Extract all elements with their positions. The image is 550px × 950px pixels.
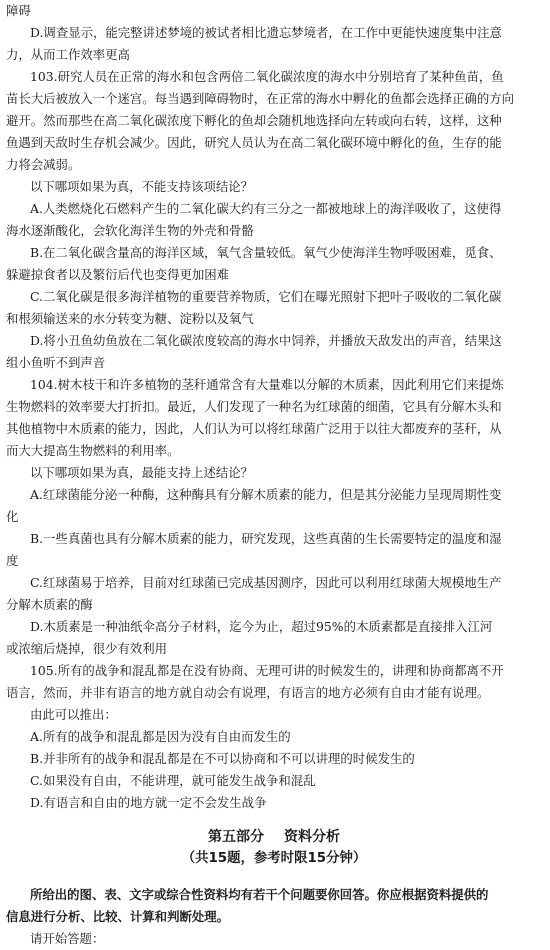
text-line: 避开。然而那些在高二氧化碳浓度下孵化的鱼却会随机地选择向左转或向右转，这样，这种	[6, 113, 502, 128]
text-line: 度	[6, 553, 19, 568]
text-line: 化	[6, 509, 19, 524]
text-line: 信息进行分析、比较、计算和判断处理。	[6, 909, 230, 924]
option-d: D.将小丑鱼幼鱼放在二氧化碳浓度较高的海水中饲养，并播放天敌发出的声音，结果这	[30, 333, 502, 348]
text-line: 力将会减弱。	[6, 157, 81, 172]
section-subtitle: （共15题，参考时限15分钟）	[181, 851, 367, 866]
section-title	[6, 826, 542, 848]
option-a: A.红球菌能分泌一种酶，这种酶具有分解木质素的能力，但是其分泌能力呈现周期性变	[30, 487, 502, 502]
question-105-stem: 105.所有的战争和混乱都是在没有协商、无理可讲的时候发生的，讲理和协商都离不开	[30, 663, 504, 678]
option-a: A.所有的战争和混乱都是因为没有自由而发生的	[30, 729, 291, 744]
text-line: 而大大提高生物燃料的利用率。	[6, 443, 180, 458]
text-line: 躲避掠食者以及繁衍后代也变得更加困难	[6, 267, 230, 282]
option-d: D.木质素是一种油纸伞高分子材料，迄今为止，超过95%的木质素都是直接排入江河	[30, 619, 493, 634]
option-c: C.红球菌易于培养，目前对红球菌已完成基因测序，因此可以利用红球菌大规模地生产	[30, 575, 502, 590]
question-105-prompt: 由此可以推出：	[30, 707, 117, 722]
section-part-label: 第五部分	[208, 829, 264, 845]
text-line: 苗长大后被放入一个迷宫。每当遇到障碍物时，在正常的海水中孵化的鱼都会选择正确的方向	[6, 91, 515, 106]
option-b: B.一些真菌也具有分解木质素的能力，研究发现，这些真菌的生长需要特定的温度和湿	[30, 531, 502, 546]
text-line: 和根须输送来的水分转变为糖、淀粉以及氧气	[6, 311, 254, 326]
text-line: 语言，然而，并非有语言的地方就自动会有说理，有语言的地方必须有自由才能有说理。	[6, 685, 490, 700]
section-intro: 所给出的图、表、文字或综合性资料均有若干个问题要你回答。你应根据资料提供的	[30, 887, 489, 902]
option-d: D.有语言和自由的地方就一定不会发生战争	[30, 795, 267, 810]
option-c: C.如果没有自由，不能讲理，就可能发生战争和混乱	[30, 773, 316, 788]
text-line: 障碍	[6, 3, 31, 18]
text-line: 鱼遇到天敌时生存机会减少。因此，研究人员认为在高二氧化碳环境中孵化的鱼，生存的能	[6, 135, 502, 150]
text-line: 生物燃料的效率要大打折扣。最近，人们发现了一种名为红球菌的细菌，它具有分解木头和	[6, 399, 502, 414]
section-name: 资料分析	[284, 829, 340, 845]
question-104-prompt: 以下哪项如果为真，最能支持上述结论？	[30, 465, 254, 480]
text-line: 分解木质素的酶	[6, 597, 93, 612]
option-a: A.人类燃烧化石燃料产生的二氧化碳大约有三分之一都被地球上的海洋吸收了，这使得	[30, 201, 502, 216]
text-line: 组小鱼听不到声音	[6, 355, 106, 370]
start-prompt: 请开始答题：	[30, 931, 105, 946]
question-103-stem: 103.研究人员在正常的海水和包含两倍二氧化碳浓度的海水中分别培育了某种鱼苗，鱼	[30, 69, 504, 84]
text-line: 或浓缩后烧掉，很少有效利用	[6, 641, 168, 656]
question-103-prompt: 以下哪项如果为真，不能支持该项结论？	[30, 179, 254, 194]
text-line: 其他植物中木质素的能力，因此，人们认为可以将红球菌广泛用于以往大都废弃的茎秆，从	[6, 421, 502, 436]
text-line: 力，从而工作效率更高	[6, 47, 130, 62]
option-c: C.二氧化碳是很多海洋植物的重要营养物质，它们在曝光照射下把叶子吸收的二氧化碳	[30, 289, 502, 304]
option-b: B.并非所有的战争和混乱都是在不可以协商和不可以讲理的时候发生的	[30, 751, 415, 766]
question-104-stem: 104.树木枝干和许多植物的茎秆通常含有大量难以分解的木质素，因此利用它们来提炼	[30, 377, 504, 392]
option-b: B.在二氧化碳含量高的海洋区域，氧气含量较低。氧气少使海洋生物呼吸困难，觅食、	[30, 245, 502, 260]
option-d: D.调查显示，能完整讲述梦境的被试者相比遗忘梦境者，在工作中更能快速度集中注意	[30, 25, 502, 40]
text-line: 海水逐渐酸化，会软化海洋生物的外壳和骨骼	[6, 223, 254, 238]
